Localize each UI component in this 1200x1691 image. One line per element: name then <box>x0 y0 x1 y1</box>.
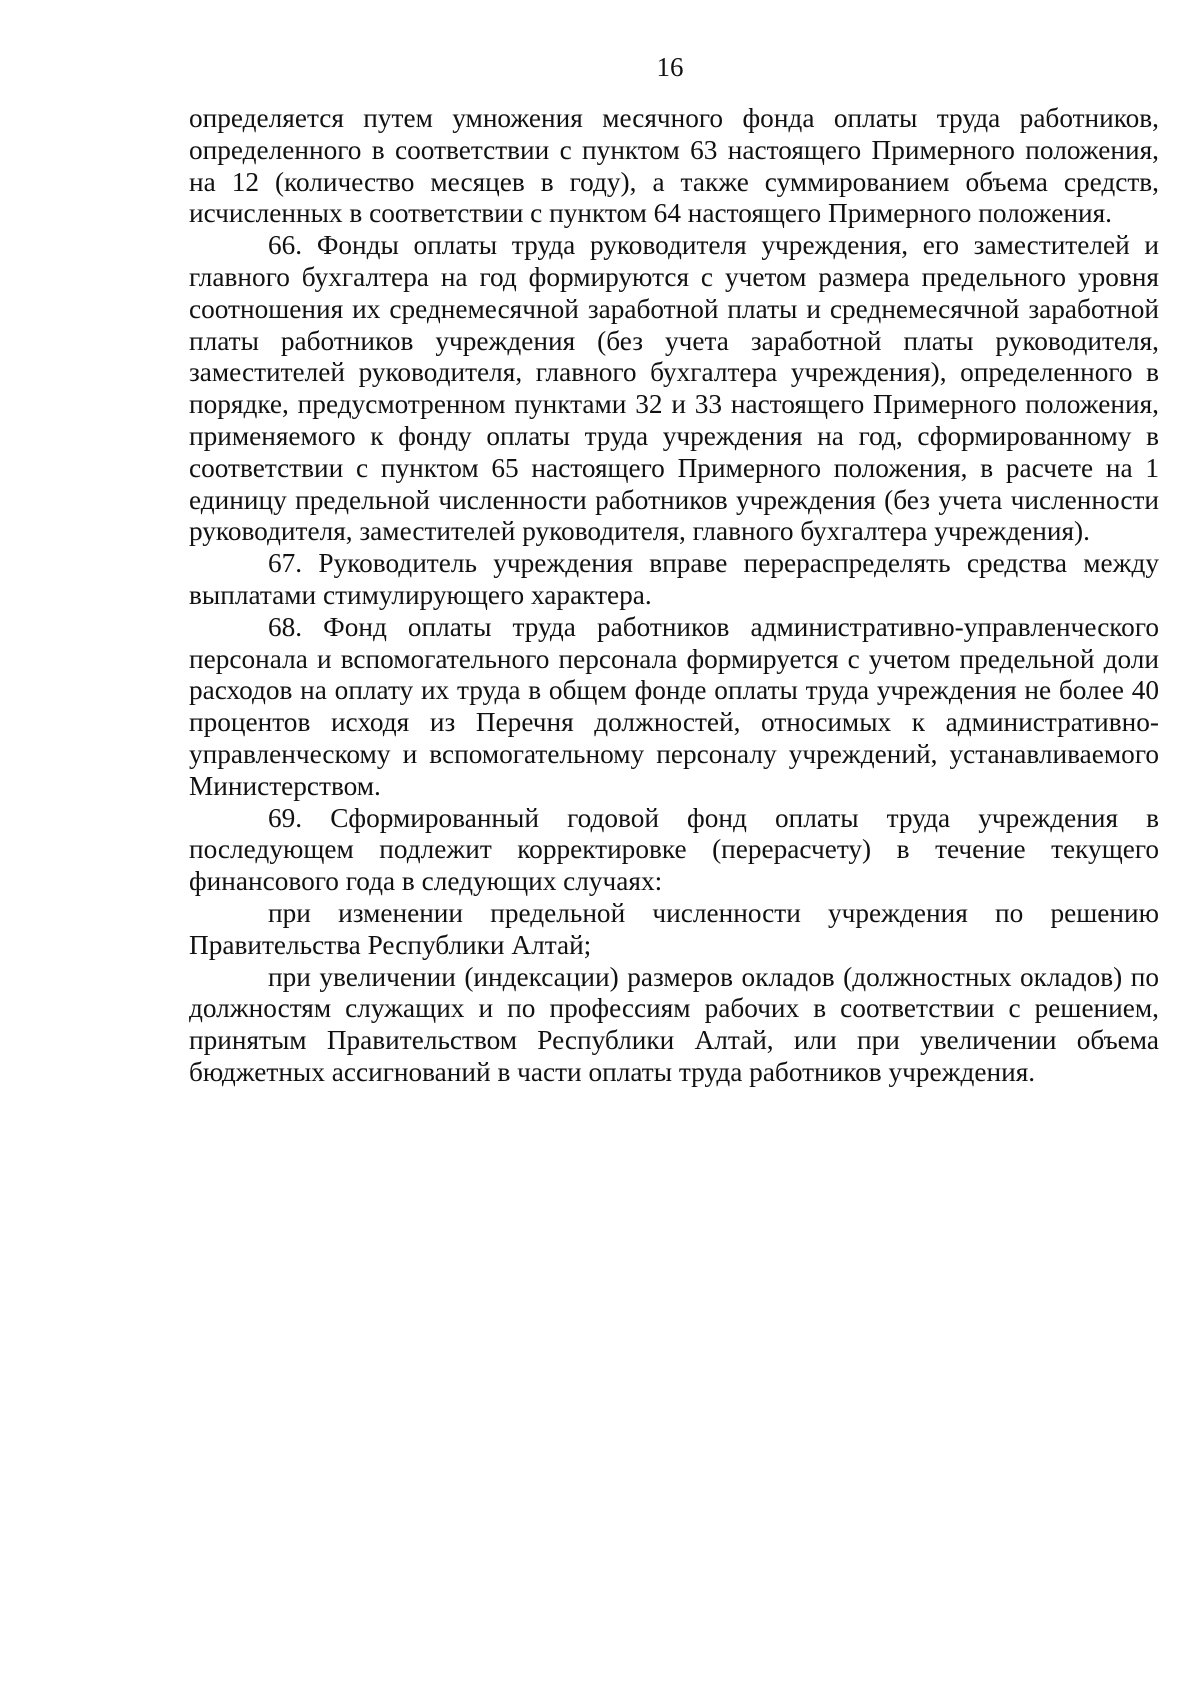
paragraph-69-case-2: при увеличении (индексации) размеров окладов (должностных окладов) по должностям служащих и по профессиям рабочих в соответствии с решением, принятым Правительством Республики Алтай, или при увеличении объема бюджетных ассигнований в части оплаты труда работников учреждения. <box>189 961 1159 1087</box>
paragraph-69: 69. Сформированный годовой фонд оплаты труда учреждения в последующем подлежит корректировке (перерасчету) в течение текущего финансового года в следующих случаях: <box>189 802 1159 897</box>
paragraph-continuation: определяется путем умножения месячного фонда оплаты труда работников, определенного в соответствии с пунктом 63 настоящего Примерного положения, на 12 (количество месяцев в году), а также суммированием объема средств, исчисленных в соответствии с пунктом 64 настоящего Примерного положения. <box>189 103 1159 229</box>
page-number: 16 <box>656 52 684 82</box>
paragraph-66: 66. Фонды оплаты труда руководителя учреждения, его заместителей и главного бухгалтера на год формируются с учетом размера предельного уровня соотношения их среднемесячной заработной платы и среднемесячной заработной платы работников учреждения (без учета заработной платы руководителя, заместителей руководителя, главного бухгалтера учреждения), определенного в порядке, предусмотренном пунктами 32 и 33 настоящего Примерного положения, применяемого к фонду оплаты труда учреждения на год, сформированному в соответствии с пунктом 65 настоящего Примерного положения, в расчете на 1 единицу предельной численности работников учреждения (без учета численности руководителя, заместителей руководителя, главного бухгалтера учреждения). <box>189 230 1159 547</box>
paragraph-68: 68. Фонд оплаты труда работников административно-управленческого персонала и вспомогательного персонала формируется с учетом предельной доли расходов на оплату их труда в общем фонде оплаты труда учреждения не более 40 процентов исходя из Перечня должностей, относимых к административно-управленческому и вспомогательному персоналу учреждений, устанавливаемого Министерством. <box>189 611 1159 801</box>
paragraph-67: 67. Руководитель учреждения вправе перераспределять средства между выплатами стимулирующего характера. <box>189 548 1159 610</box>
document-body <box>189 103 1159 1089</box>
paragraph-69-case-1: при изменении предельной численности учреждения по решению Правительства Республики Алтай; <box>189 897 1159 960</box>
